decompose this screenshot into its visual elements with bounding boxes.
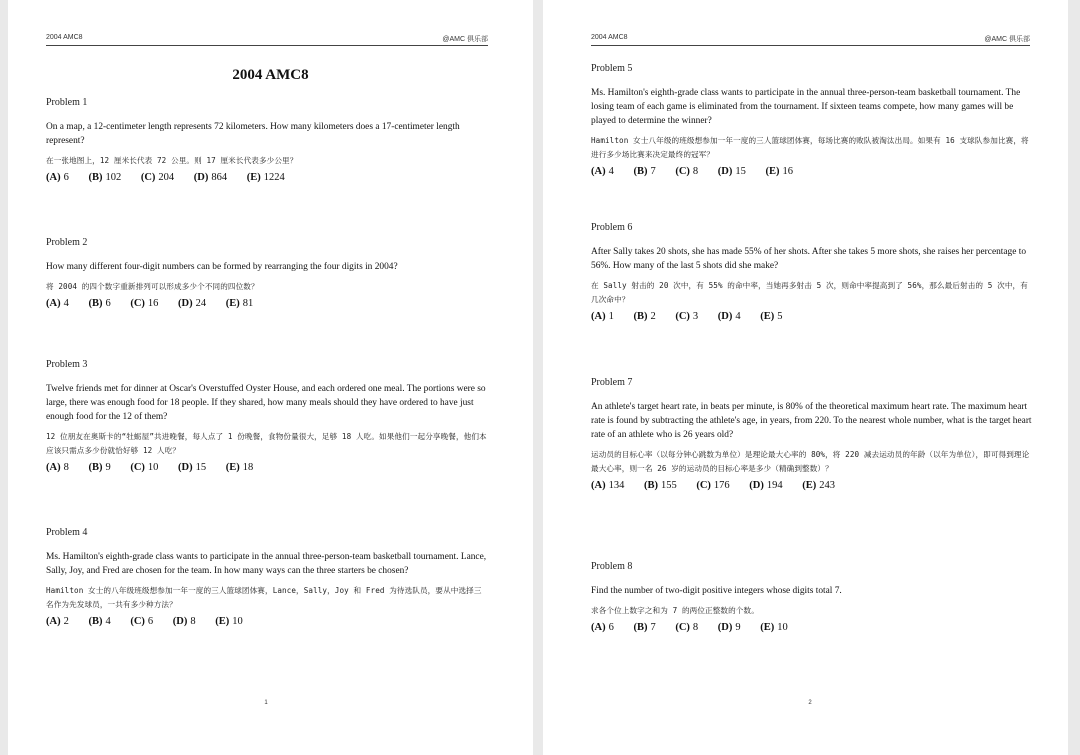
choice-a: (A) 1 [591, 311, 614, 322]
problem-text: How many different four-digit numbers can be formed by rearranging the four digits in 2004? [46, 262, 398, 272]
choice-d: (D) 24 [178, 298, 207, 309]
choice-a: (A) 2 [46, 616, 69, 627]
choice-e: (E) 81 [225, 298, 254, 309]
answer-choices [591, 166, 1033, 177]
answer-choices [46, 462, 488, 473]
choice-d: (D) 9 [717, 622, 741, 633]
problem-title: Problem 8 [591, 561, 633, 572]
problem-text: Ms. Hamilton's eighth-grade class wants to participate in the annual three-person-team basketball tournament. The losing team of each game is eliminated from the tournament. If sixteen teams compete, how many games will be played to determine the winner? [591, 88, 1021, 126]
answer-choices [46, 172, 488, 183]
problem-1 [46, 97, 488, 183]
choice-d: (D) 4 [717, 311, 741, 322]
problem-text: An athlete's target heart rate, in beats per minute, is 80% of the theoretical maximum heart rate. The maximum heart rate is found by subtracting the athlete's age, in years, from 220. To the nearest whole number, what is the target heart rate of an athlete who is 26 years old? [591, 402, 1032, 440]
problem-text-chinese: Hamilton 女士的八年级班级想参加一年一度的三人篮球团体赛，Lance，Sally，Joy 和 Fred 为待选队员，要从中选择三名作为先发球员，一共有多少种方法？ [46, 586, 482, 609]
problem-title: Problem 1 [46, 97, 88, 108]
document-page-1 [8, 0, 533, 755]
choice-e: (E) 1224 [246, 172, 285, 183]
problem-text-chinese: 将 2004 的四个数字重新排列可以形成多少个不同的四位数？ [46, 282, 259, 291]
choice-d: (D) 864 [193, 172, 228, 183]
choice-c: (C) 8 [675, 166, 699, 177]
choice-a: (A) 4 [46, 298, 69, 309]
problem-title: Problem 4 [46, 527, 88, 538]
problem-text: Ms. Hamilton's eighth-grade class wants to participate in the annual three-person-team basketball tournament. Lance, Sally, Joy, and Fred are chosen for the team. In how many ways can the three starters be chosen? [46, 552, 487, 576]
header-rule [46, 45, 488, 46]
problem-title: Problem 3 [46, 359, 88, 370]
problem-3 [46, 359, 488, 473]
problem-text-chinese: 运动员的目标心率（以每分钟心跳数为单位）是理论最大心率的 80%，将 220 减去运动员的年龄（以年为单位），即可得到理论最大心率，则一名 26 岁的运动员的目标心率是多少（精确到整数）？ [591, 450, 1030, 473]
answer-choices [591, 622, 1033, 633]
problem-7 [591, 377, 1033, 491]
choice-e: (E) 5 [760, 311, 783, 322]
choice-e: (E) 10 [760, 622, 788, 633]
choice-d: (D) 8 [172, 616, 196, 627]
choice-b: (B) 6 [88, 298, 111, 309]
choice-b: (B) 2 [633, 311, 656, 322]
problem-title: Problem 6 [591, 222, 633, 233]
document-page-2 [543, 0, 1068, 755]
page-number: 2 [808, 700, 812, 706]
choice-b: (B) 4 [88, 616, 111, 627]
answer-choices [46, 616, 488, 627]
problem-text-chinese: Hamilton 女士八年级的班级想参加一年一度的三人篮球团体赛，每场比赛的败队被淘汰出局。如果有 16 支球队参加比赛，将进行多少场比赛来决定最终的冠军？ [591, 136, 1029, 159]
page-number: 1 [264, 700, 268, 706]
choice-c: (C) 6 [130, 616, 154, 627]
choice-d: (D) 15 [717, 166, 746, 177]
running-header-title: 2004 AMC8 [46, 34, 83, 41]
choice-c: (C) 16 [130, 298, 159, 309]
choice-b: (B) 7 [633, 622, 656, 633]
problem-8 [591, 561, 1033, 633]
problem-text: Twelve friends met for dinner at Oscar's Overstuffed Oyster House, and each ordered one meal. The portions were so large, there was enough food for 18 people. If they shared, how many meals should they have ordered to have just enough food for the 12 of them? [46, 384, 486, 422]
document-title: 2004 AMC8 [232, 67, 309, 83]
problem-title: Problem 2 [46, 237, 88, 248]
running-header-title: 2004 AMC8 [591, 34, 628, 41]
choice-e: (E) 18 [225, 462, 254, 473]
answer-choices [591, 480, 1033, 491]
problem-text-chinese: 在一张地图上，12 厘米长代表 72 公里。则 17 厘米长代表多少公里？ [46, 156, 298, 165]
choice-c: (C) 3 [675, 311, 699, 322]
problem-text-chinese: 求各个位上数字之和为 7 的两位正整数的个数。 [591, 606, 759, 615]
problem-text: After Sally takes 20 shots, she has made 55% of her shots. After she takes 5 more shots, she raises her percentage to 56%. How many of the last 5 shots did she make? [591, 247, 1027, 271]
problem-text-chinese: 12 位朋友在奥斯卡的“牡蛎屋”共进晚餐，每人点了 1 份晚餐，食物份量很大，足够 18 人吃。如果他们一起分享晚餐，他们本应该只需点多少份就恰好够 12 人吃？ [46, 432, 487, 455]
choice-c: (C) 10 [130, 462, 159, 473]
choice-d: (D) 15 [178, 462, 207, 473]
problem-4 [46, 527, 488, 627]
choice-c: (C) 8 [675, 622, 699, 633]
problem-text-chinese: 在 Sally 射击的 20 次中，有 55% 的命中率，当她再多射击 5 次，则命中率提高到了 56%，那么最后射击的 5 次中，有几次命中？ [591, 281, 1028, 304]
choice-e: (E) 16 [765, 166, 793, 177]
choice-c: (C) 176 [696, 480, 730, 491]
problem-title: Problem 5 [591, 63, 633, 74]
choice-a: (A) 4 [591, 166, 614, 177]
problem-5 [591, 63, 1033, 177]
choice-c: (C) 204 [140, 172, 175, 183]
choice-a: (A) 134 [591, 480, 625, 491]
choice-d: (D) 194 [749, 480, 783, 491]
choice-a: (A) 6 [591, 622, 614, 633]
problem-text: Find the number of two-digit positive integers whose digits total 7. [591, 586, 842, 596]
problem-2 [46, 237, 488, 309]
header-rule [591, 45, 1030, 46]
choice-a: (A) 6 [46, 172, 69, 183]
problem-6 [591, 222, 1033, 322]
choice-b: (B) 7 [633, 166, 656, 177]
problem-text: On a map, a 12-centimeter length represents 72 kilometers. How many kilometers does a 17-centimeter length represent? [46, 122, 460, 146]
running-header-club: @AMC 俱乐部 [984, 36, 1030, 43]
answer-choices [46, 298, 488, 309]
answer-choices [591, 311, 1033, 322]
choice-b: (B) 155 [643, 480, 677, 491]
choice-a: (A) 8 [46, 462, 69, 473]
choice-b: (B) 9 [88, 462, 111, 473]
choice-b: (B) 102 [88, 172, 122, 183]
running-header-club: @AMC 俱乐部 [442, 36, 488, 43]
choice-e: (E) 10 [215, 616, 243, 627]
choice-e: (E) 243 [802, 480, 835, 491]
problem-title: Problem 7 [591, 377, 633, 388]
